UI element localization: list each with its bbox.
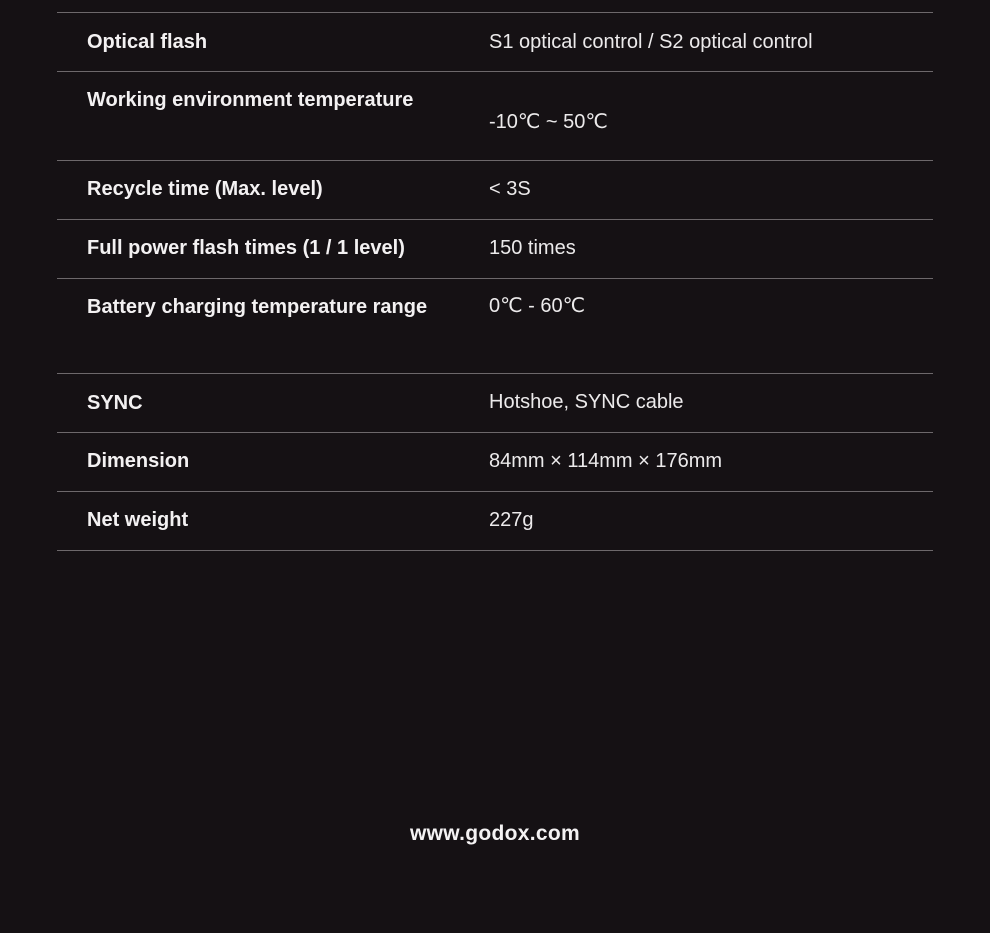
spec-row-full-power-flash-times (57, 220, 933, 279)
spec-value: 150 times (489, 237, 576, 259)
spec-value: 0℃ - 60℃ (489, 295, 586, 317)
spec-label: Dimension (87, 450, 190, 472)
spec-value: S1 optical control / S2 optical control (489, 31, 813, 53)
spec-label: SYNC (87, 392, 143, 414)
spec-value: 227g (489, 509, 534, 531)
spec-table (57, 12, 933, 551)
spec-row-sync (57, 374, 933, 433)
spec-label: Working environment temperature (87, 89, 414, 111)
spec-row-battery-charging-temperature (57, 279, 933, 374)
spec-label: Battery charging temperature range (87, 296, 428, 318)
website-url: www.godox.com (410, 822, 580, 845)
spec-label: Net weight (87, 509, 189, 531)
spec-row-optical-flash (57, 13, 933, 72)
spec-row-net-weight (57, 492, 933, 551)
spec-row-dimension (57, 433, 933, 492)
spec-value: -10℃ ~ 50℃ (489, 111, 608, 133)
spec-value: 84mm × 114mm × 176mm (489, 450, 723, 472)
spec-row-working-temperature (57, 72, 933, 161)
spec-value: < 3S (489, 178, 531, 200)
spec-row-recycle-time (57, 161, 933, 220)
spec-value: Hotshoe, SYNC cable (489, 391, 684, 413)
spec-label: Optical flash (87, 31, 208, 53)
spec-label: Full power flash times (1 / 1 level) (87, 237, 405, 259)
spec-label: Recycle time (Max. level) (87, 178, 323, 200)
